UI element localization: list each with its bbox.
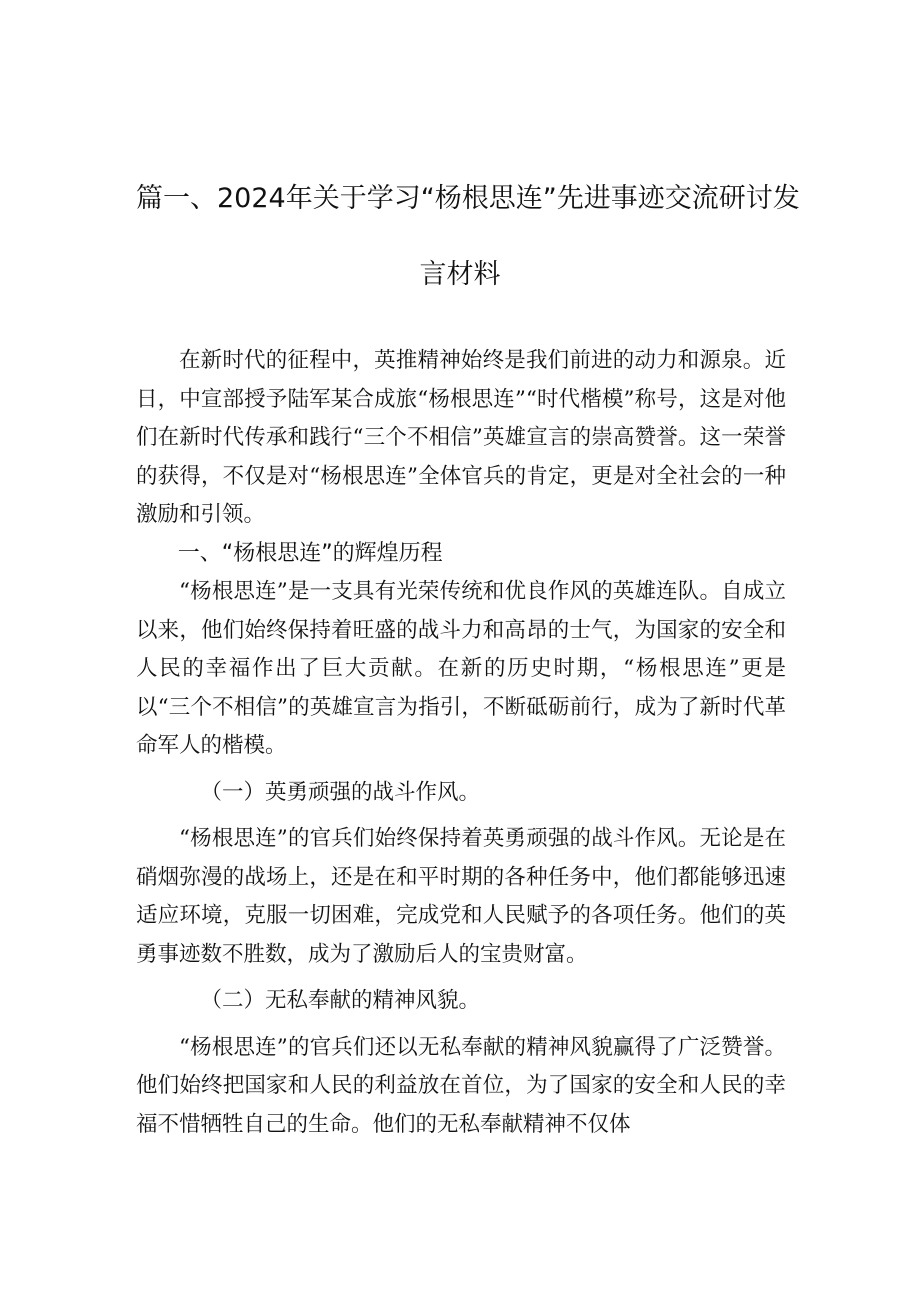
section1-paragraph: “杨根思连”是一支具有光荣传统和优良作风的英雄连队。自成立以来，他们始终保持着旺盛的战斗力和高昂的士气，为国家的安全和人民的幸福作出了巨大贡献。在新的历史时期，“杨根思连”更是以“三个不相信”的英雄宣言为指引，不断砥砺前行，成为了新时代革命军人的楷模。	[136, 579, 786, 758]
sub2-paragraph: “杨根思连”的官兵们还以无私奉献的精神风貌赢得了广泛赞誉。他们始终把国家和人民的利益放在首位，为了国家的安全和人民的幸福不惜牺牲自己的生命。他们的无私奉献精神不仅体	[136, 1034, 786, 1137]
section1-heading: 一、“杨根思连”的辉煌历程	[177, 540, 443, 566]
document-title-line2: 言材料	[419, 259, 501, 290]
intro-paragraph: 在新时代的征程中，英推精神始终是我们前进的动力和源泉。近日，中宣部授予陆军某合成旅“杨根思连”“时代楷模”称号，这是对他们在新时代传承和践行“三个不相信”英雄宣言的崇高赞誉。这一荣誉的获得，不仅是对“杨根思连”全体官兵的肯定，更是对全社会的一种激励和引领。	[136, 348, 786, 527]
sub2-heading: （二）无私奉献的精神风貌。	[200, 988, 481, 1013]
document-title-line1: 篇一、2024年关于学习“杨根思连”先进事迹交流研讨发	[136, 183, 800, 214]
sub1-paragraph: “杨根思连”的官兵们始终保持着英勇顽强的战斗作风。无论是在硝烟弥漫的战场上，还是在和平时期的各种任务中，他们都能够迅速适应环境，克服一切困难，完成党和人民赋予的各项任务。他们的英勇事迹数不胜数，成为了激励后人的宝贵财富。	[136, 826, 786, 967]
document-body	[136, 342, 786, 1144]
sub1-heading: （一）英勇顽强的战斗作风。	[200, 779, 481, 805]
